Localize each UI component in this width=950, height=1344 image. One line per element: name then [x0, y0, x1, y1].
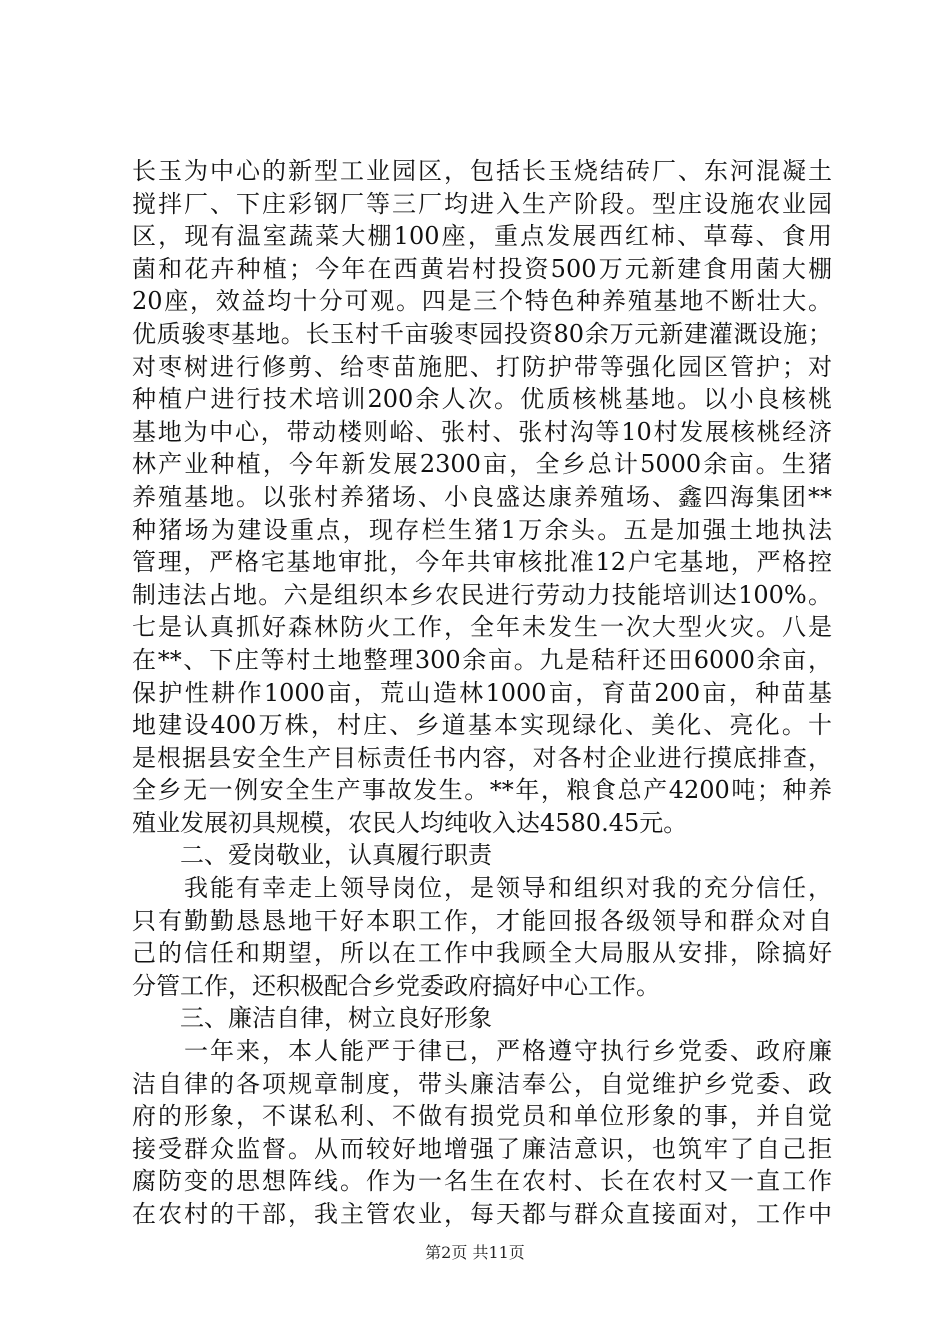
text-line: 保护性耕作1000亩，荒山造林1000亩，育苗200亩，种苗基 — [132, 678, 832, 707]
text-line: 林产业种植，今年新发展2300亩，全乡总计5000余亩。生猪 — [132, 450, 832, 479]
text-line: 在农村的干部，我主管农业，每天都与群众直接面对，工作中 — [132, 1200, 832, 1228]
text-line: 制违法占地。六是组织本乡农民进行劳动力技能培训达100%。 — [132, 580, 832, 609]
text-line: 是根据县安全生产目标责任书内容，对各村企业进行摸底排查， — [132, 743, 832, 772]
text-line: 只有勤勤恳恳地干好本职工作，才能回报各级领导和群众对自 — [132, 906, 832, 935]
text-line: 种植户进行技术培训200余人次。优质核桃基地。以小良核桃 — [132, 385, 832, 414]
text-line: 接受群众监督。从而较好地增强了廉洁意识，也筑牢了自己拒 — [132, 1134, 832, 1163]
text-line: 基地为中心，带动楼则峪、张村、张村沟等10村发展核桃经济 — [132, 417, 832, 446]
text-line: 腐防变的思想阵线。作为一名生在农村、长在农村又一直工作 — [132, 1167, 832, 1196]
text-line: 地建设400万株，村庄、乡道基本实现绿化、美化、亮化。十 — [132, 711, 832, 740]
text-line: 优质骏枣基地。长玉村千亩骏枣园投资80余万元新建灌溉设施； — [132, 319, 832, 348]
section-heading: 三、廉洁自律，树立良好形象 — [132, 1004, 492, 1033]
text-line: 在**、下庄等村土地整理300余亩。九是秸秆还田6000余亩， — [132, 645, 832, 674]
text-line: 洁自律的各项规章制度，带头廉洁奉公，自觉维护乡党委、政 — [132, 1069, 832, 1098]
text-line: 区，现有温室蔬菜大棚100座，重点发展西红柿、草莓、食用 — [132, 222, 832, 251]
text-line: 全乡无一例安全生产事故发生。**年，粮食总产4200吨；种养 — [132, 776, 832, 805]
section-heading: 二、爱岗敬业，认真履行职责 — [132, 841, 492, 870]
text-line: 殖业发展初具规模，农民人均纯收入达4580.45元。 — [132, 808, 688, 837]
text-line: 己的信任和期望，所以在工作中我顾全大局服从安排，除搞好 — [132, 939, 832, 968]
page-number-footer: 第2页 共11页 — [425, 1243, 525, 1262]
text-line: 养殖基地。以张村养猪场、小良盛达康养殖场、鑫四海集团** — [132, 482, 832, 511]
text-line: 搅拌厂、下庄彩钢厂等三厂均进入生产阶段。型庄设施农业园 — [132, 189, 832, 218]
text-line: 菌和花卉种植；今年在西黄岩村投资500万元新建食用菌大棚 — [132, 254, 832, 283]
text-line: 七是认真抓好森林防火工作，全年未发生一次大型火灾。八是 — [132, 613, 832, 642]
text-line: 种猪场为建设重点，现存栏生猪1万余头。五是加强土地执法 — [132, 515, 832, 544]
text-line: 长玉为中心的新型工业园区，包括长玉烧结砖厂、东河混凝土 — [132, 157, 832, 185]
text-line: 我能有幸走上领导岗位，是领导和组织对我的充分信任， — [132, 874, 832, 903]
text-line: 20座，效益均十分可观。四是三个特色种养殖基地不断壮大。 — [132, 287, 832, 316]
text-line: 府的形象，不谋私利、不做有损党员和单位形象的事，并自觉 — [132, 1102, 832, 1131]
text-line: 对枣树进行修剪、给枣苗施肥、打防护带等强化园区管护；对 — [132, 352, 832, 381]
text-line: 管理，严格宅基地审批，今年共审核批准12户宅基地，严格控 — [132, 548, 832, 577]
document-body — [132, 155, 832, 1231]
text-line: 分管工作，还积极配合乡党委政府搞好中心工作。 — [132, 971, 660, 1000]
text-line: 一年来，本人能严于律已，严格遵守执行乡党委、政府廉 — [132, 1037, 832, 1066]
